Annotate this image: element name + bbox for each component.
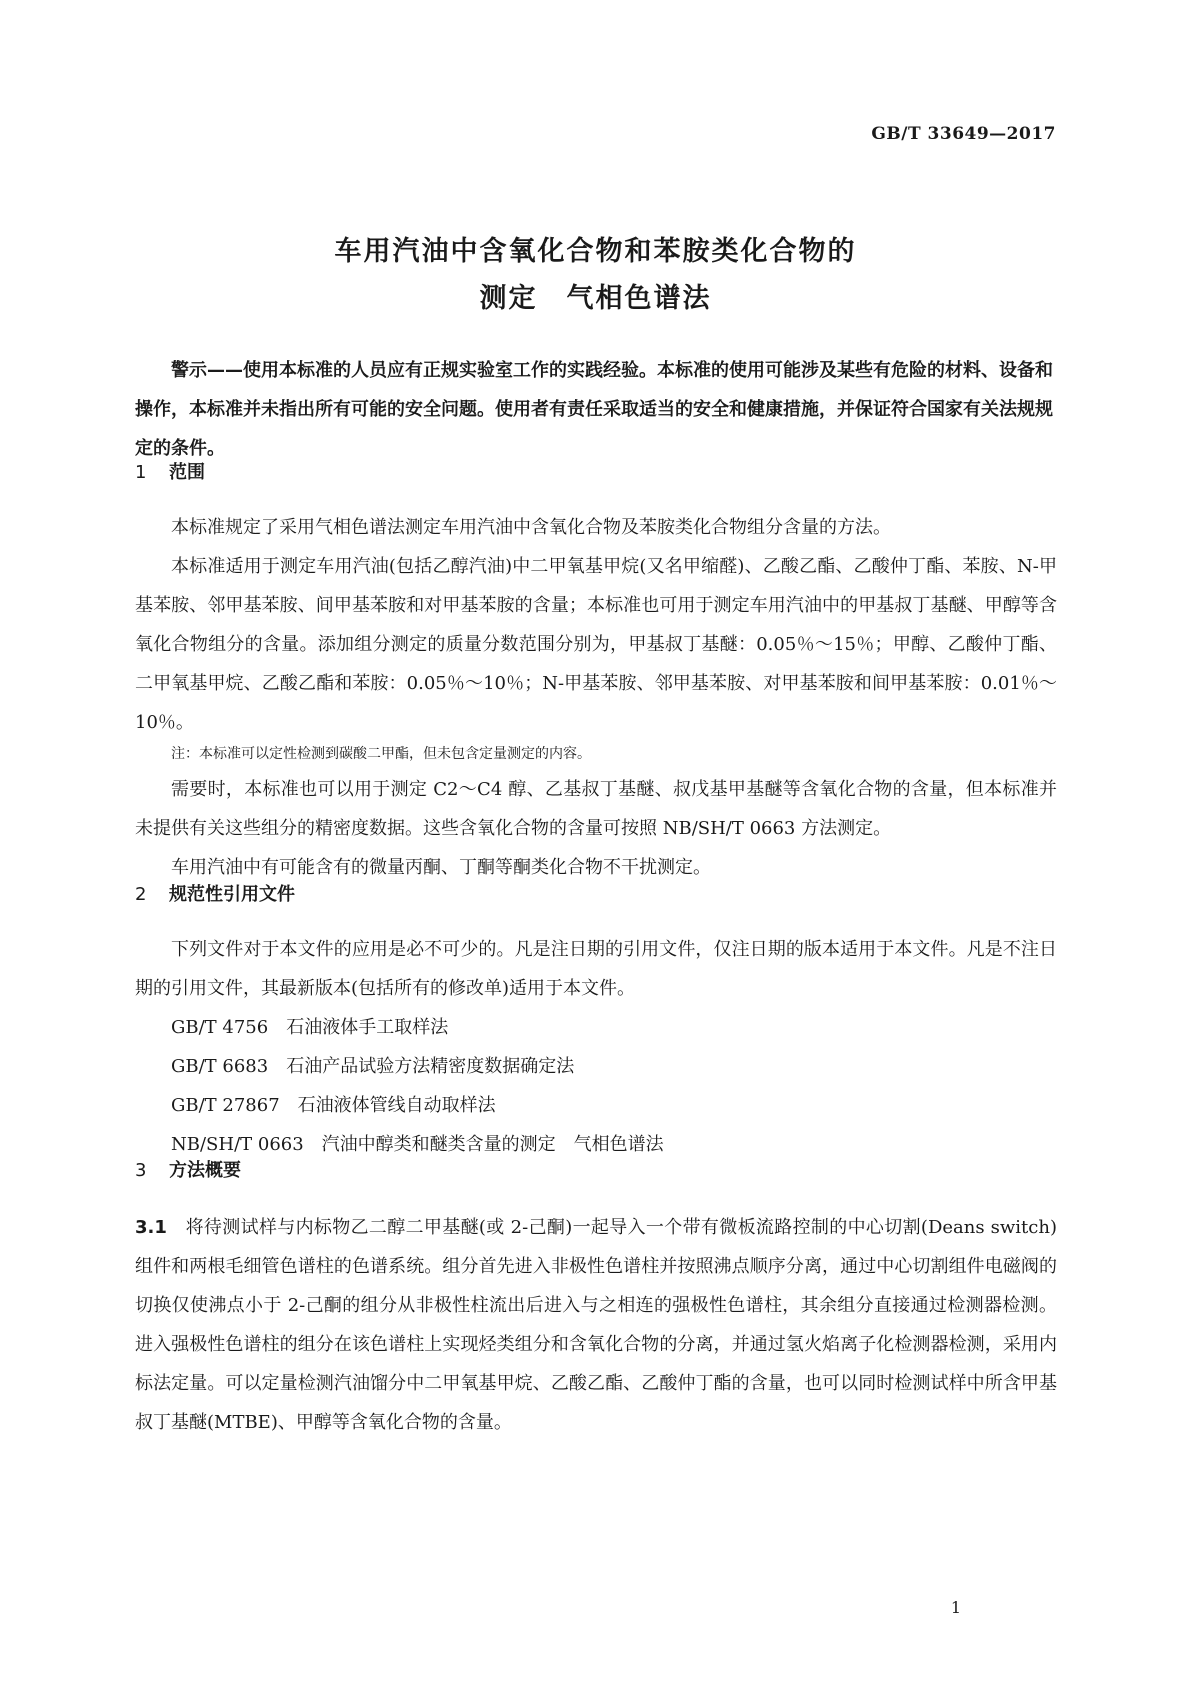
section-2-number: 2 — [135, 884, 147, 905]
reference-title: 汽油中醇类和醚类含量的测定 气相色谱法 — [321, 1134, 664, 1155]
section-2-title: 规范性引用文件 — [169, 884, 295, 905]
section-1-heading — [135, 458, 205, 484]
section-3-heading — [135, 1156, 241, 1182]
reference-code: NB/SH/T 0663 — [171, 1134, 304, 1155]
document-title-line2: 测定 气相色谱法 — [479, 283, 712, 314]
reference-title: 石油液体手工取样法 — [286, 1017, 449, 1038]
section-1-body — [135, 508, 1057, 887]
warning-block — [135, 351, 1057, 468]
warning-text: 警示——使用本标准的人员应有正规实验室工作的实践经验。本标准的使用可能涉及某些有危险的材料、设备和操作，本标准并未指出所有可能的安全问题。使用者有责任采取适当的安全和健康措施，并保证符合国家有关法规规定的条件。 — [135, 360, 1053, 459]
section-3-number: 3 — [135, 1160, 147, 1181]
reference-item — [171, 1086, 1057, 1125]
reference-code: GB/T 4756 — [171, 1017, 269, 1038]
section-3-body — [135, 1208, 1057, 1442]
reference-item — [171, 1125, 1057, 1164]
section-1-note: 注：本标准可以定性检测到碳酸二甲酯，但未包含定量测定的内容。 — [171, 746, 591, 762]
section-1-paragraph-2: 本标准适用于测定车用汽油(包括乙醇汽油)中二甲氧基甲烷(又名甲缩醛)、乙酸乙酯、乙酸仲丁酯、苯胺、N-甲基苯胺、邻甲基苯胺、间甲基苯胺和对甲基苯胺的含量；本标准也可用于测定车用汽油中的甲基叔丁基醚、甲醇等含氧化合物组分的含量。添加组分测定的质量分数范围分别为，甲基叔丁基醚：0.05％～15％；甲醇、乙酸仲丁酯、二甲氧基甲烷、乙酸乙酯和苯胺：0.05％～10％；N-甲基苯胺、邻甲基苯胺、对甲基苯胺和间甲基苯胺：0.01％～10％。 — [135, 556, 1057, 733]
reference-title: 石油产品试验方法精密度数据确定法 — [286, 1056, 575, 1077]
page-number: 1 — [950, 1598, 961, 1617]
subsection-3-1-number: 3.1 — [135, 1217, 167, 1238]
standard-code: GB/T 33649—2017 — [871, 124, 1056, 144]
section-1-number: 1 — [135, 462, 147, 483]
reference-item — [171, 1047, 1057, 1086]
section-2-intro: 下列文件对于本文件的应用是必不可少的。凡是注日期的引用文件，仅注日期的版本适用于本文件。凡是不注日期的引用文件，其最新版本(包括所有的修改单)适用于本文件。 — [135, 939, 1057, 999]
reference-code: GB/T 27867 — [171, 1095, 280, 1116]
subsection-3-1 — [135, 1208, 1057, 1442]
section-1-paragraph-1: 本标准规定了采用气相色谱法测定车用汽油中含氧化合物及苯胺类化合物组分含量的方法。 — [171, 517, 891, 538]
section-3-title: 方法概要 — [169, 1160, 241, 1181]
section-2-body — [135, 930, 1057, 1164]
section-1-title: 范围 — [169, 462, 205, 483]
reference-code: GB/T 6683 — [171, 1056, 269, 1077]
reference-title: 石油液体管线自动取样法 — [297, 1095, 496, 1116]
reference-item — [171, 1008, 1057, 1047]
subsection-3-1-text: 将待测试样与内标物乙二醇二甲基醚(或 2-己酮)一起导入一个带有微板流路控制的中心切割(Deans switch)组件和两根毛细管色谱柱的色谱系统。组分首先进入非极性色谱柱并按照沸点顺序分离，通过中心切割组件电磁阀的切换仅使沸点小于 2-己酮的组分从非极性柱流出后进入与之相连的强极性色谱柱，其余组分直接通过检测器检测。进入强极性色谱柱的组分在该色谱柱上实现烃类组分和含氧化合物的分离，并通过氢火焰离子化检测器检测，采用内标法定量。可以定量检测汽油馏分中二甲氧基甲烷、乙酸乙酯、乙酸仲丁酯的含量，也可以同时检测试样中所含甲基叔丁基醚(MTBE)、甲醇等含氧化合物的含量。 — [135, 1217, 1057, 1433]
section-2-heading — [135, 880, 295, 906]
section-1-paragraph-3: 需要时，本标准也可以用于测定 C2～C4 醇、乙基叔丁基醚、叔戊基甲基醚等含氧化合物的含量，但本标准并未提供有关这些组分的精密度数据。这些含氧化合物的含量可按照 NB/SH/T 0663 方法测定。 — [135, 779, 1057, 839]
section-1-paragraph-4: 车用汽油中有可能含有的微量丙酮、丁酮等酮类化合物不干扰测定。 — [171, 857, 711, 878]
document-title-line1: 车用汽油中含氧化合物和苯胺类化合物的 — [334, 236, 857, 267]
